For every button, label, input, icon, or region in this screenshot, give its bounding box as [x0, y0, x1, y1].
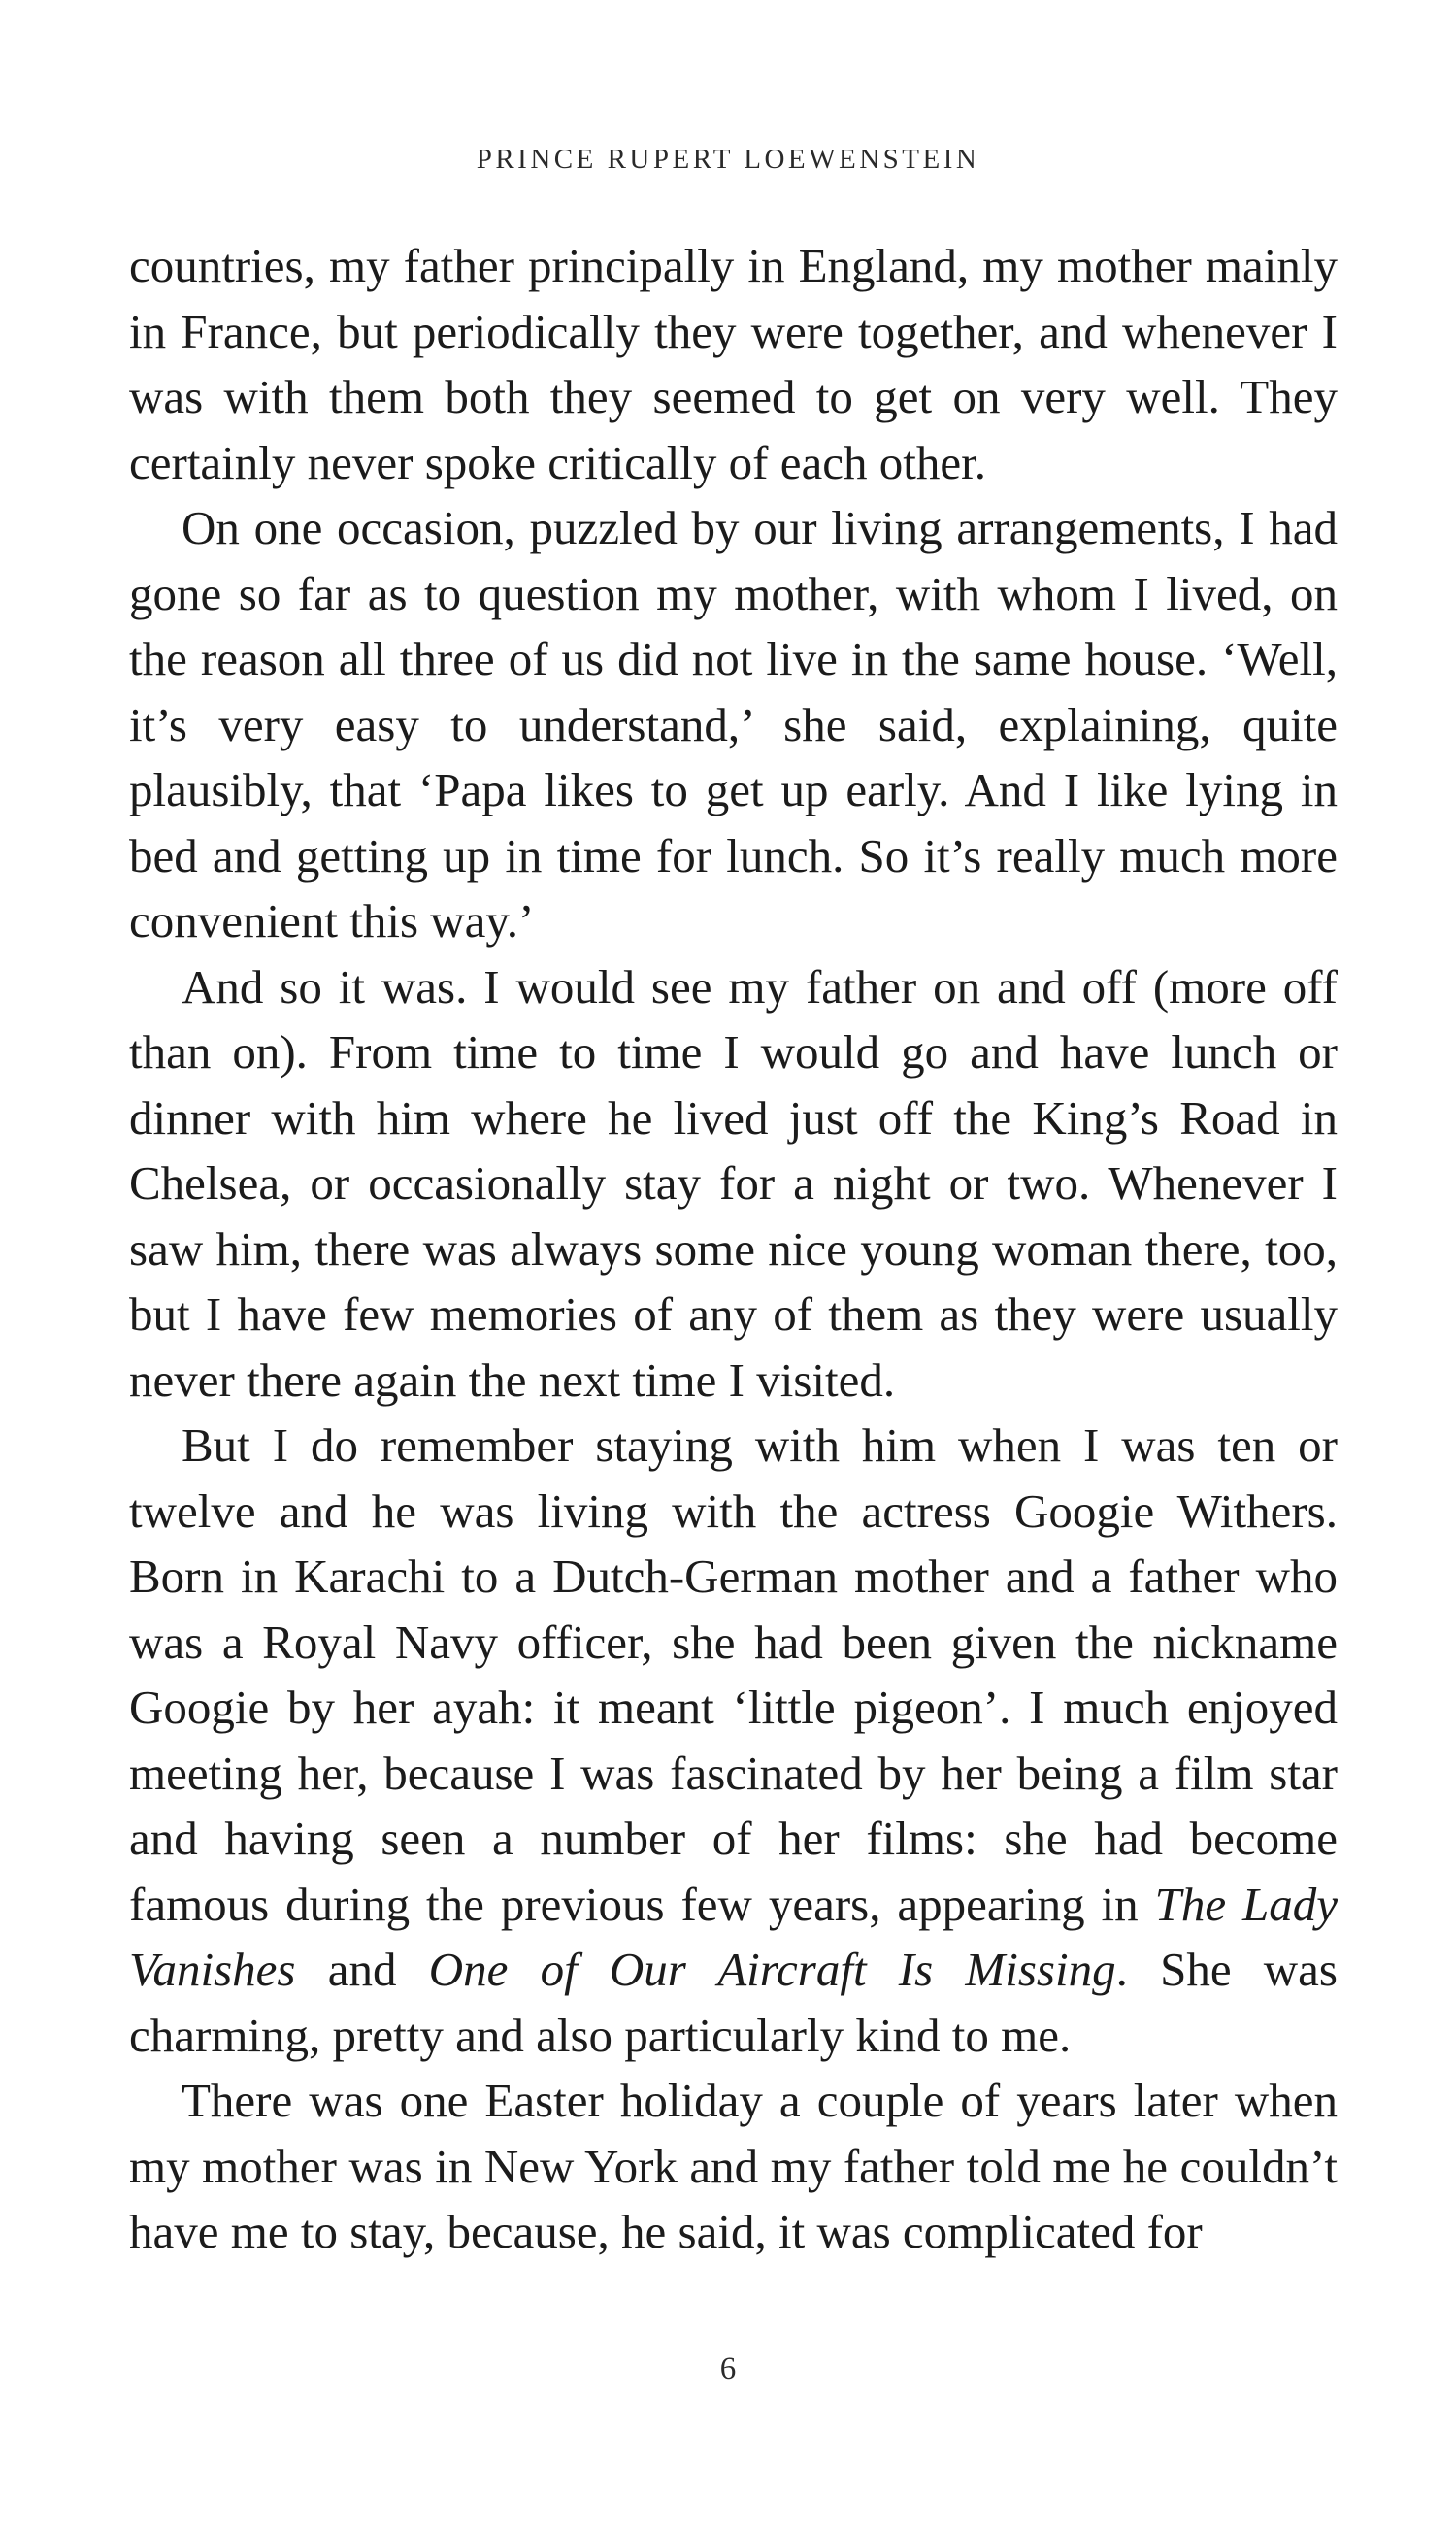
- paragraph-2: On one occasion, puzzled by our living arrangements, I had gone so far as to question my mother, with whom I lived, on the reason all three of us did not live in the same house. ‘Well, it’s very easy to understand,’ she said, explaining, quite plausibly, that ‘Papa likes to get up early. And I like lying in bed and getting up in time for lunch. So it’s really much more convenient this way.’: [129, 501, 1338, 948]
- paragraph-5: There was one Easter holiday a couple of years later when my mother was in New York and my father told me he couldn’t have me to stay, because, he said, it was complicated for: [129, 2074, 1338, 2258]
- film-title-lady-vanishes: The Lady Vanishes: [129, 1877, 1339, 1996]
- paragraph-4-text-a: But I do remember staying with him when I was ten or twelve and he was living with the actress Googie Withers. Born in Karachi to a Dutch-German mother and a father who was a Royal Navy officer, she had been given the nickname Googie by her ayah: it meant ‘little pigeon’. I much enjoyed meeting her, because I was fascinated by her being a film star and having seen a number of her films: she had become famous during the previous few years, appearing in: [129, 1418, 1338, 1931]
- paragraph-4-text-c: . She was charming, pretty and also particularly kind to me.: [129, 1943, 1339, 2062]
- body-text: [129, 233, 1338, 2265]
- running-head: PRINCE RUPERT LOEWENSTEIN: [476, 144, 980, 175]
- film-title-aircraft-missing: One of Our Aircraft Is Missing: [428, 1943, 1116, 1996]
- paragraph-4-text-b: and: [295, 1943, 429, 1996]
- paragraph-3: And so it was. I would see my father on and off (more off than on). From time to time I would go and have lunch or dinner with him where he lived just off the King’s Road in Chelsea, or occasionally stay for a night or two. Whenever I saw him, there was always some nice young woman there, too, but I have few memories of any of them as they were usually never there again the next time I visited.: [129, 959, 1338, 1407]
- paragraph-1: countries, my father principally in England, my mother mainly in France, but periodically they were together, and whenever I was with them both they seemed to get on very well. They certainly never spoke critically of each other.: [129, 239, 1338, 489]
- paragraph-4: [129, 1413, 1338, 2068]
- page-number: 6: [719, 2351, 737, 2386]
